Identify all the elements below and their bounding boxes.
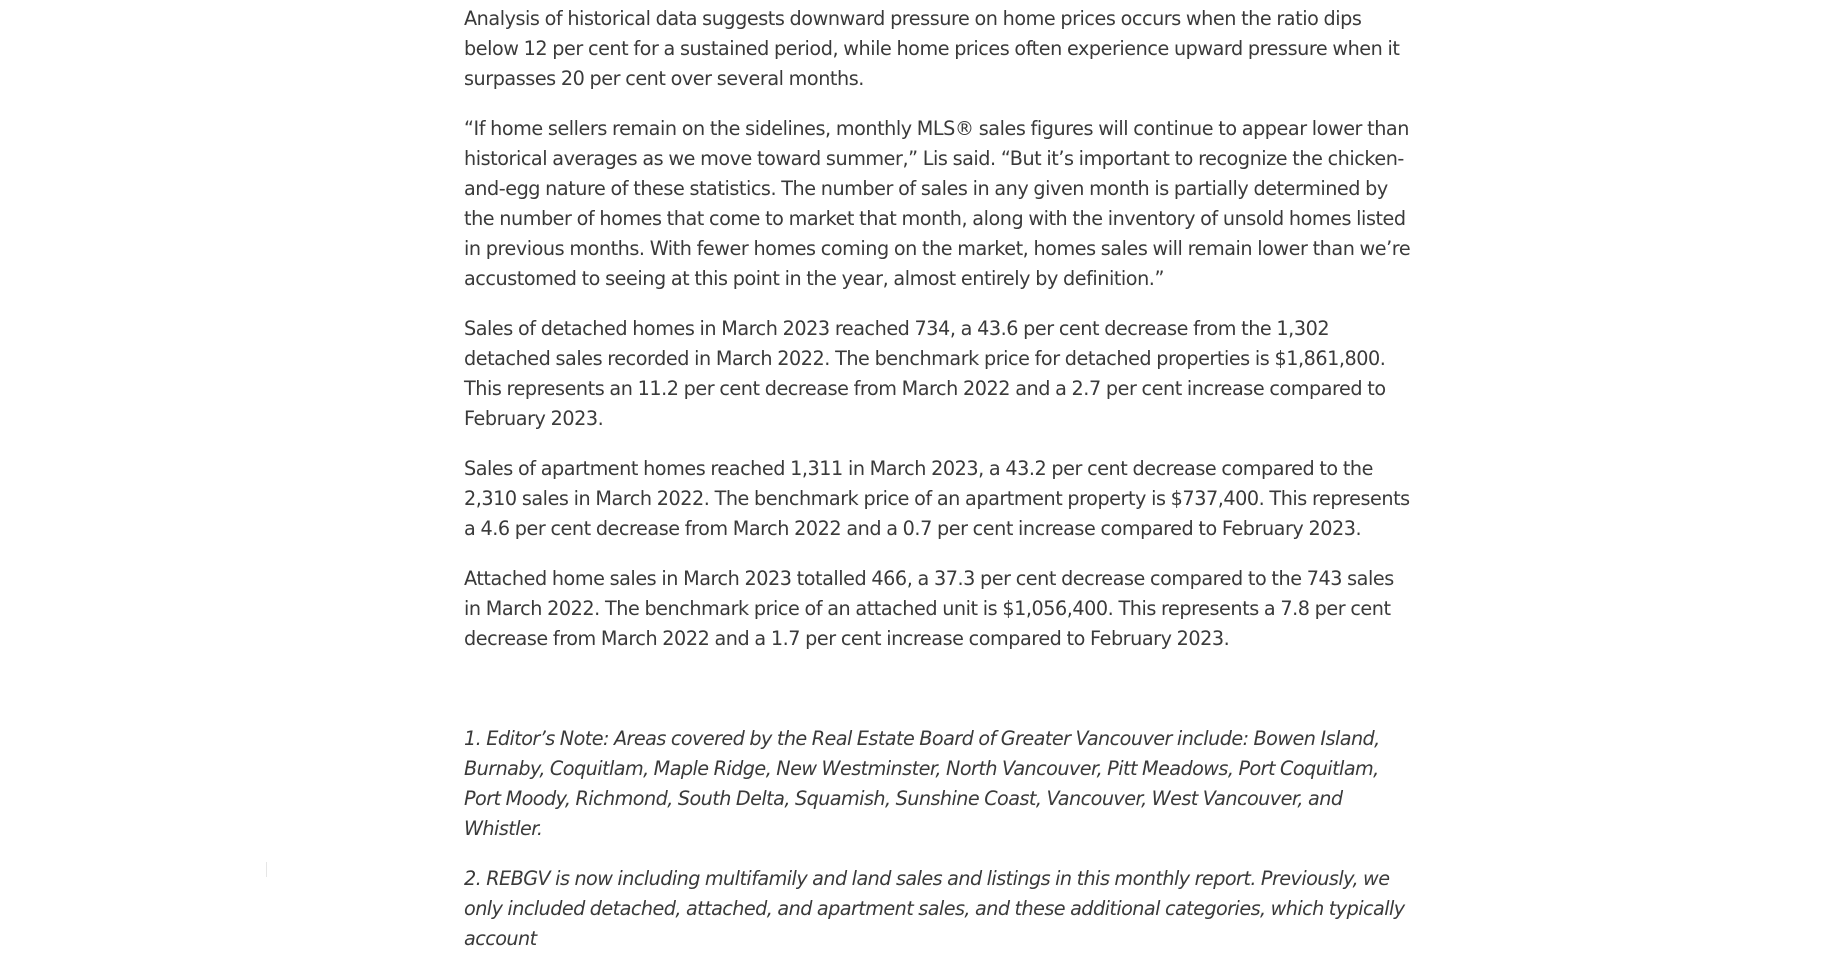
editors-note-2: 2. REBGV is now including multifamily and land sales and listings in this monthly report. Previously, we only included detached, attached, and apartment sales, and these additional categories, which typically account — [464, 867, 1405, 950]
paragraph-sales-ratio: Analysis of historical data suggests downward pressure on home prices occurs when the ratio dips below 12 per cent for a sustained period, while home prices often experience upward pressure when it surpasses 20 per cent over several months. — [464, 7, 1400, 90]
left-column-divider — [266, 862, 267, 877]
editors-note-1: 1. Editor’s Note: Areas covered by the Real Estate Board of Greater Vancouver include: Bowen Island, Burnaby, Coquitlam, Maple Ridge, New Westminster, North Vancouver, Pitt Meadows, Port Coquitlam, Port Moody, Richmond, South Delta, Squamish, Sunshine Coast, Vancouver, West Vancouver, and Whistler. — [464, 727, 1380, 840]
paragraph-lis-quote: “If home sellers remain on the sidelines, monthly MLS® sales figures will continue to appear lower than historical averages as we move toward summer,” Lis said. “But it’s important to recognize the chicken-and-egg nature of these statistics. The number of sales in any given month is partially determined by the number of homes that come to market that month, along with the inventory of unsold homes listed in previous months. With fewer homes coming on the market, homes sales will remain lower than we’re accustomed to seeing at this point in the year, almost entirely by definition.” — [464, 117, 1411, 290]
paragraph-attached-sales: Attached home sales in March 2023 totalled 466, a 37.3 per cent decrease compared to the 743 sales in March 2022. The benchmark price of an attached unit is $1,056,400. This represents a 7.8 per cent decrease from March 2022 and a 1.7 per cent increase compared to February 2023. — [464, 567, 1394, 650]
article-body — [464, 4, 1412, 974]
paragraph-apartment-sales: Sales of apartment homes reached 1,311 in March 2023, a 43.2 per cent decrease compared to the 2,310 sales in March 2022. The benchmark price of an apartment property is $737,400. This represents a 4.6 per cent decrease from March 2022 and a 0.7 per cent increase compared to February 2023. — [464, 457, 1410, 540]
section-spacer — [464, 674, 1412, 724]
paragraph-detached-sales: Sales of detached homes in March 2023 reached 734, a 43.6 per cent decrease from the 1,302 detached sales recorded in March 2022. The benchmark price for detached properties is $1,861,800. This represents an 11.2 per cent decrease from March 2022 and a 2.7 per cent increase compared to February 2023. — [464, 317, 1386, 430]
